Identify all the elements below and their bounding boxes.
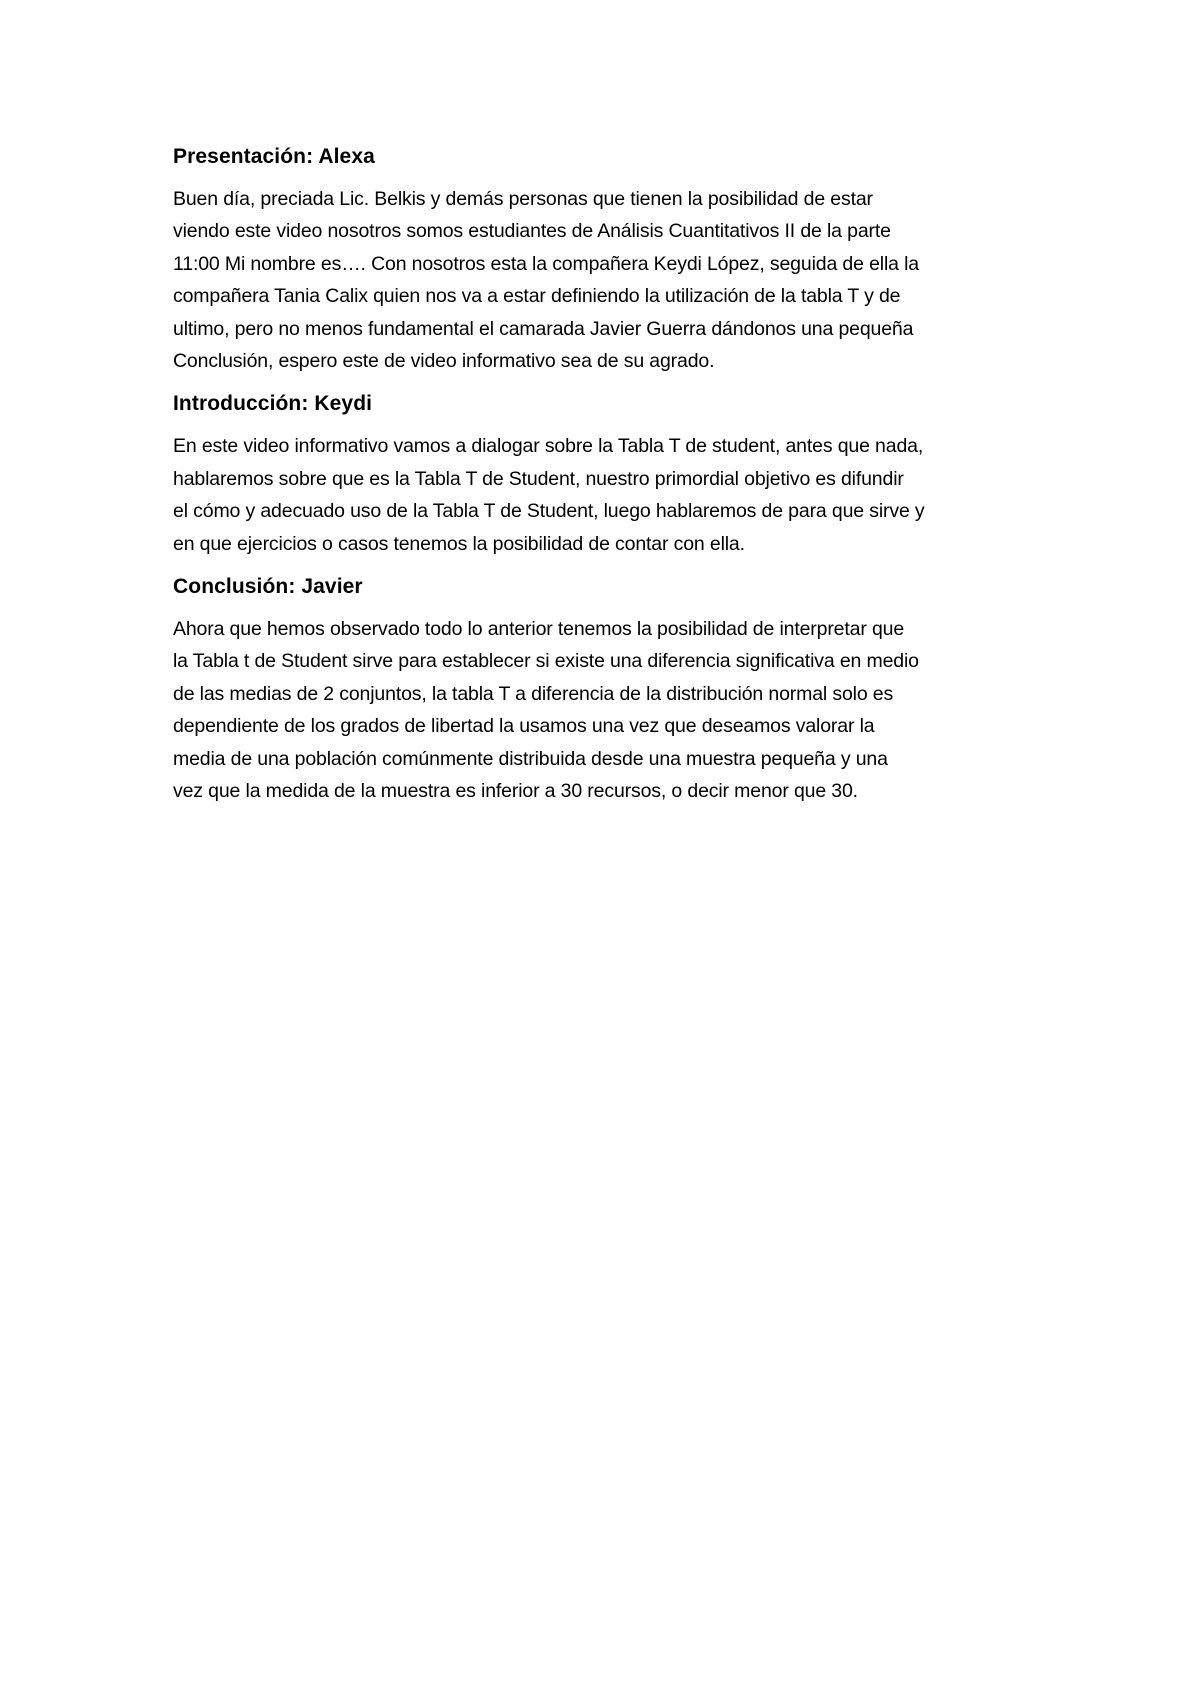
paragraph-line: Ahora que hemos observado todo lo anterior tenemos la posibilidad de interpretar que: [173, 618, 905, 641]
paragraph-line: hablaremos sobre que es la Tabla T de Student, nuestro primordial objetivo es difundir: [173, 467, 904, 490]
section-paragraph-introduccion: [173, 430, 1053, 560]
section-heading-conclusion: Conclusión: Javier: [173, 575, 363, 599]
paragraph-line: en que ejercicios o casos tenemos la posibilidad de contar con ella.: [173, 532, 745, 555]
paragraph-line: ultimo, pero no menos fundamental el camarada Javier Guerra dándonos una pequeña: [173, 317, 914, 340]
section-heading-introduccion: Introducción: Keydi: [173, 392, 373, 416]
section-heading-presentacion: Presentación: Alexa: [173, 145, 375, 168]
paragraph-line: 11:00 Mi nombre es…. Con nosotros esta la compañera Keydi López, seguida de ella la: [173, 252, 919, 275]
paragraph-line: de las medias de 2 conjuntos, la tabla T a diferencia de la distribución normal solo es: [173, 682, 894, 705]
paragraph-line: la Tabla t de Student sirve para establecer si existe una diferencia significativa en medio: [173, 650, 919, 673]
paragraph-line: el cómo y adecuado uso de la Tabla T de Student, luego hablaremos de para que sirve y: [173, 500, 925, 523]
section-paragraph-conclusion: [173, 613, 1053, 807]
paragraph-line: Conclusión, espero este de video informativo sea de su agrado.: [173, 350, 715, 373]
document-body: [173, 143, 1053, 821]
paragraph-line: En este video informativo vamos a dialogar sobre la Tabla T de student, antes que nada,: [173, 435, 924, 458]
paragraph-line: Buen día, preciada Lic. Belkis y demás personas que tienen la posibilidad de estar: [173, 188, 873, 210]
paragraph-line: dependiente de los grados de libertad la usamos una vez que deseamos valorar la: [173, 715, 875, 738]
paragraph-line: viendo este video nosotros somos estudiantes de Análisis Cuantitativos II de la parte: [173, 220, 891, 243]
section-paragraph-presentacion: [173, 183, 1053, 377]
paragraph-line: vez que la medida de la muestra es inferior a 30 recursos, o decir menor que 30.: [173, 780, 858, 803]
paragraph-line: media de una población comúnmente distribuida desde una muestra pequeña y una: [173, 747, 888, 770]
paragraph-line: compañera Tania Calix quien nos va a estar definiendo la utilización de la tabla T y de: [173, 285, 901, 308]
